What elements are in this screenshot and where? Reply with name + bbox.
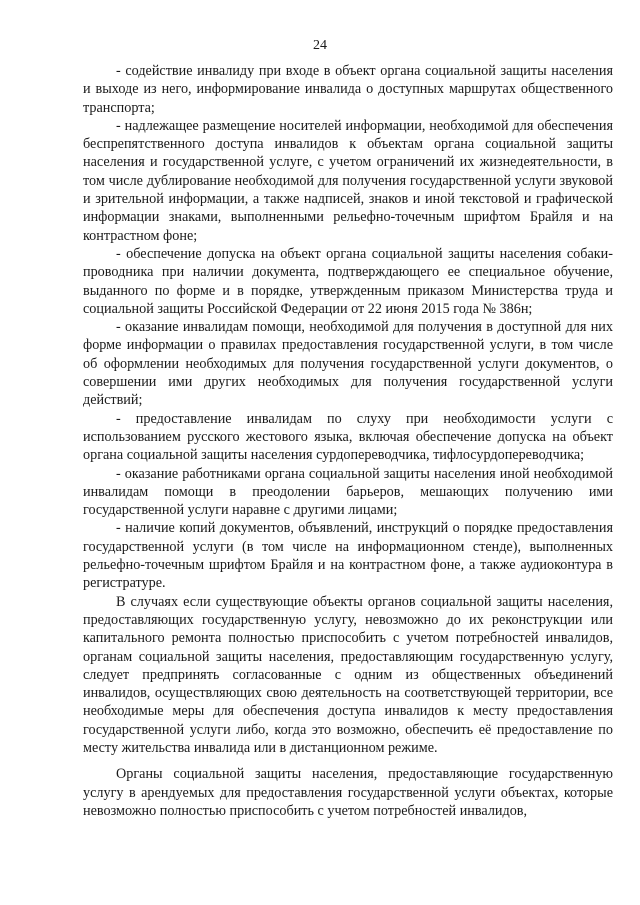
paragraph-braille-copies: - наличие копий документов, объявлений, инструкций о порядке предоставления государственной услуги (в том числе на информационном стенде), выполненных рельефно-точечным шрифтом Брайля и на контрастном фоне, а также аудиоконтура в регистратуре. (83, 520, 613, 592)
paragraph-guide-dog-access: - обеспечение допуска на объект органа социальной защиты населения собаки-проводника при наличии документа, подтверждающего ее специальное обучение, выданного по форме и в порядке, утвержденным приказом Министерства труда и социальной защиты Российской Федерации от 22 июня 2015 года № 386н; (83, 245, 613, 317)
paragraph-information-help: - оказание инвалидам помощи, необходимой для получения в доступной для них форме информации о правилах предоставления государственной услуги, в том числе об оформлении необходимых для получения государственной услуги документов, о совершении ими других необходимых для получения государственной услуги действий; (83, 319, 613, 409)
document-body (83, 62, 613, 820)
paragraph-information-placement: - надлежащее размещение носителей информации, необходимой для обеспечения беспрепятственного доступа инвалидов к объектам органа социальной защиты населения и государственной услуге, с учетом ограничений их жизнедеятельности, в том числе дублирование необходимой для получения государственной услуги звуковой и зрительной информации, а также надписей, знаков и иной текстовой и графической информации знаками, выполненными рельефно-точечным шрифтом Брайля и на контрастном фоне; (83, 117, 613, 244)
paragraph-rented-facilities: Органы социальной защиты населения, предоставляющие государственную услугу в арендуемых для предоставления государственной услуги объектах, которые невозможно полностью приспособить с учетом потребностей инвалидов, (83, 766, 613, 819)
page-number: 24 (313, 38, 327, 53)
paragraph-sign-language: - предоставление инвалидам по слуху при необходимости услуги с использованием русского жестового языка, включая обеспечение допуска на объект органа социальной защиты населения сурдопереводчика, тифлосурдопереводчика; (83, 410, 613, 464)
paragraph-barrier-help: - оказание работниками органа социальной защиты населения иной необходимой инвалидам помощи в преодолении барьеров, мешающих получению ими государственной услуги наравне с другими лицами; (83, 465, 613, 519)
paragraph-facility-adaptation: В случаях если существующие объекты органов социальной защиты населения, предоставляющих государственную услугу, невозможно до их реконструкции или капитального ремонта полностью приспособить с учетом потребностей инвалидов, органам социальной защиты населения, предоставляющим государственную услугу, следует предпринять согласованные с одним из общественных объединений инвалидов, осуществляющих свою деятельность на соответствующей территории, все необходимые меры для обеспечения доступа инвалидов к месту предоставления государственной услуги либо, когда это возможно, обеспечить её предоставление по месту жительства инвалида или в дистанционном режиме. (83, 593, 613, 756)
paragraph-escort-assistance: - содействие инвалиду при входе в объект органа социальной защиты населения и выходе из него, информирование инвалида о доступных маршрутах общественного транспорта; (83, 63, 613, 116)
